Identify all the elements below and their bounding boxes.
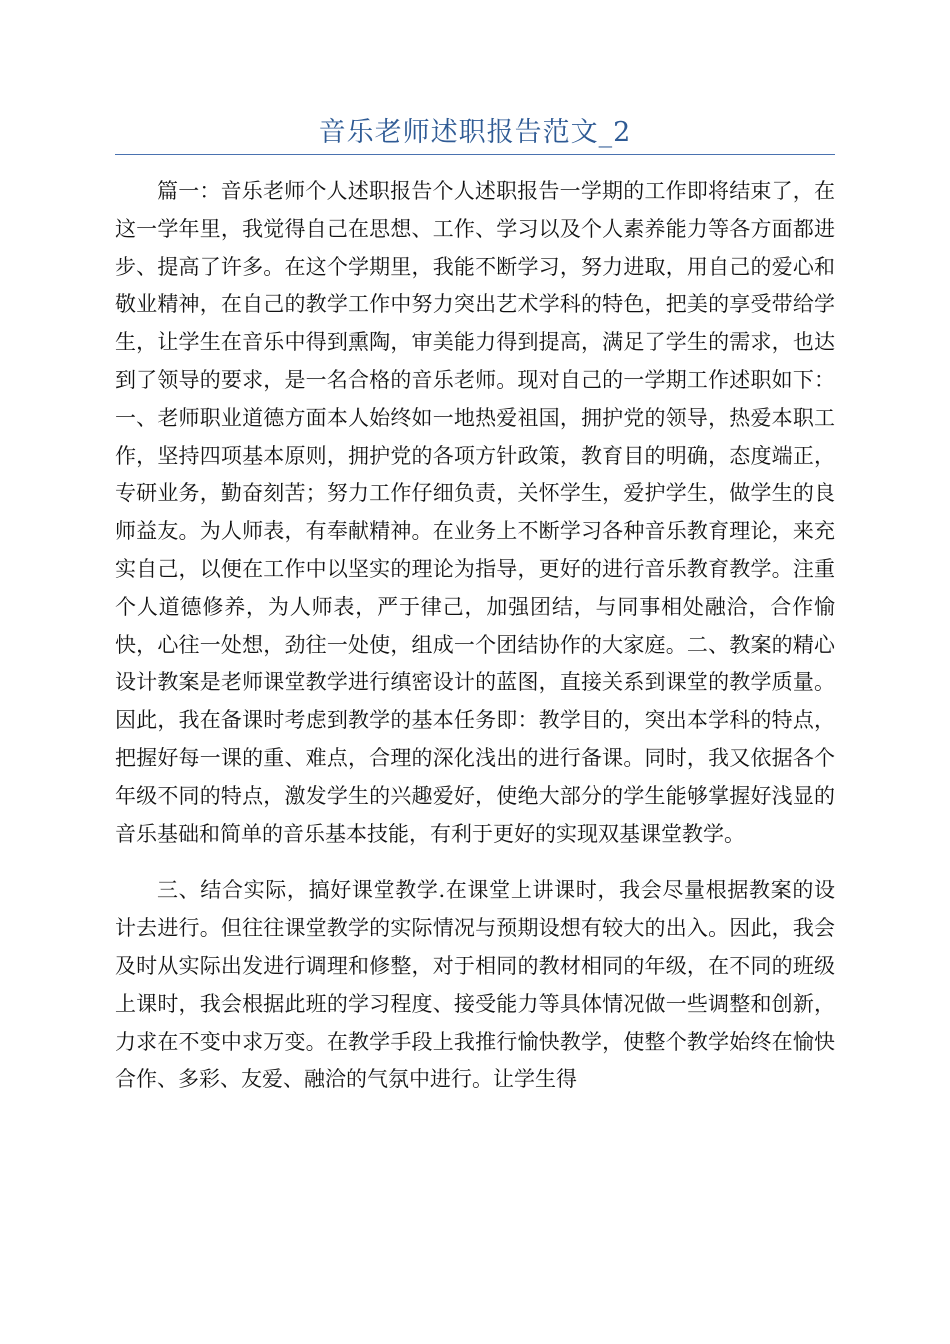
page-title: 音乐老师述职报告范文_2 — [318, 117, 632, 148]
paragraph: 篇一：音乐老师个人述职报告个人述职报告一学期的工作即将结束了，在这一学年里，我觉得自己在思想、工作、学习以及个人素养能力等各方面都进步、提高了许多。在这个学期里，我能不断学习，努力进取，用自己的爱心和敬业精神，在自己的教学工作中努力突出艺术学科的特色，把美的享受带给学生，让学生在音乐中得到熏陶，审美能力得到提高，满足了学生的需求，也达到了领导的要求，是一名合格的音乐老师。现对自己的一学期工作述职如下：一、老师职业道德方面本人始终如一地热爱祖国，拥护党的领导，热爱本职工作，坚持四项基本原则，拥护党的各项方针政策，教育目的明确，态度端正，专研业务，勤奋刻苦；努力工作仔细负责，关怀学生，爱护学生，做学生的良师益友。为人师表，有奉献精神。在业务上不断学习各种音乐教育理论，来充实自己，以便在工作中以坚实的理论为指导，更好的进行音乐教育教学。注重个人道德修养，为人师表，严于律己，加强团结，与同事相处融洽，合作愉快，心往一处想，劲往一处使，组成一个团结协作的大家庭。二、教案的精心设计教案是老师课堂教学进行缜密设计的蓝图，直接关系到课堂的教学质量。因此，我在备课时考虑到教学的基本任务即：教学目的，突出本学科的特点，把握好每一课的重、难点，合理的深化浅出的进行备课。同时，我又依据各个年级不同的特点，激发学生的兴趣爱好，使绝大部分的学生能够掌握好浅显的音乐基础和简单的音乐基本技能，有利于更好的实现双基课堂教学。 — [115, 179, 835, 846]
document-body — [115, 173, 835, 1099]
paragraph: 三、结合实际，搞好课堂教学.在课堂上讲课时，我会尽量根据教案的设计去进行。但往往课堂教学的实际情况与预期设想有较大的出入。因此，我会及时从实际出发进行调理和修整，对于相同的教材相同的年级，在不同的班级上课时，我会根据此班的学习程度、接受能力等具体情况做一些调整和创新，力求在不变中求万变。在教学手段上我推行愉快教学，使整个教学始终在愉快合作、多彩、友爱、融洽的气氛中进行。让学生得 — [115, 878, 835, 1092]
title-divider — [115, 154, 835, 155]
